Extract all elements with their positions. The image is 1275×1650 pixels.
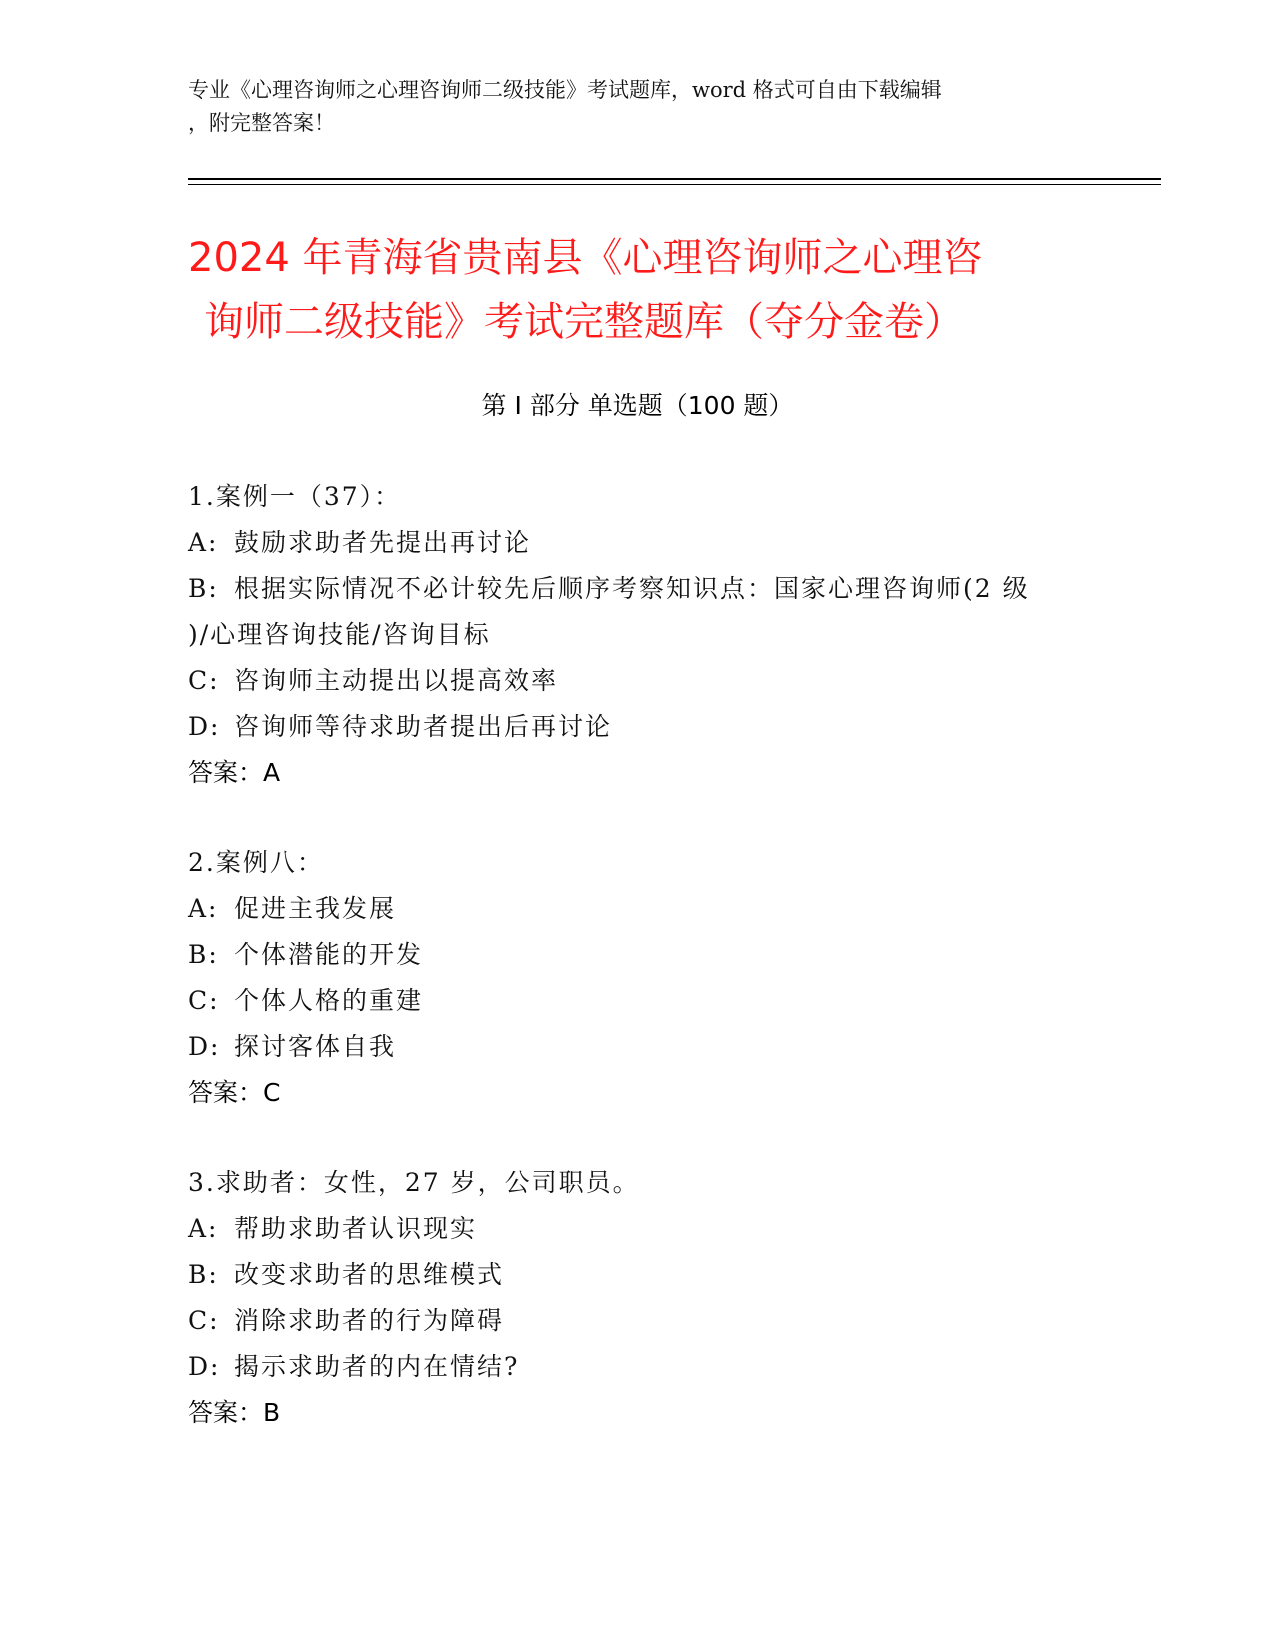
option-c: [188, 1298, 1088, 1344]
option-text: 咨询师主动提出以提高效率: [234, 666, 559, 695]
option-text: 咨询师等待求助者提出后再讨论: [234, 712, 613, 741]
option-label: A:: [188, 528, 219, 557]
document-title: [188, 226, 1088, 354]
document-title-line-1: 2024 年青海省贵南县《心理咨询师之心理咨: [188, 235, 983, 281]
document-title-line-2: 询师二级技能》考试完整题库（夺分金卷）: [204, 299, 964, 345]
question-stem: 1.案例一（37）：: [188, 482, 402, 511]
option-text: 帮助求助者认识现实: [234, 1214, 478, 1243]
option-text: 揭示求助者的内在情结?: [234, 1352, 520, 1381]
option-label: A:: [188, 894, 219, 923]
option-a: [188, 886, 1088, 932]
option-text: 探讨客体自我: [234, 1032, 397, 1061]
option-c: [188, 658, 1088, 704]
option-a: [188, 520, 1088, 566]
option-text: 消除求助者的行为障碍: [234, 1306, 505, 1335]
option-d: [188, 1024, 1088, 1070]
header-divider-thin: [188, 184, 1161, 185]
option-label: B:: [188, 940, 219, 969]
option-b: [188, 566, 1088, 658]
option-label: C:: [188, 1306, 220, 1335]
answer-line: 答案：B: [188, 1398, 281, 1427]
option-label: D:: [188, 1352, 221, 1381]
option-label: D:: [188, 712, 221, 741]
option-d: [188, 704, 1088, 750]
header-note: 专业《心理咨询师之心理咨询师二级技能》考试题库，word 格式可自由下载编辑 ，附完整答案！: [188, 78, 942, 135]
answer-line: 答案：C: [188, 1078, 281, 1107]
question-stem: 3.求助者：女性，27 岁，公司职员。: [188, 1168, 640, 1197]
header-divider-thick: [188, 178, 1161, 180]
option-c: [188, 978, 1088, 1024]
question-stem: 2.案例八：: [188, 848, 324, 877]
question-2: [188, 840, 1088, 1116]
question-3: [188, 1160, 1088, 1436]
option-label: B:: [188, 574, 219, 603]
option-label: A:: [188, 1214, 219, 1243]
option-text: 促进主我发展: [234, 894, 397, 923]
option-d: [188, 1344, 1088, 1390]
option-text: 鼓励求助者先提出再讨论: [234, 528, 532, 557]
option-label: D:: [188, 1032, 221, 1061]
option-text: 个体人格的重建: [234, 986, 424, 1015]
option-b: [188, 932, 1088, 978]
option-label: C:: [188, 986, 220, 1015]
option-text: 个体潜能的开发: [234, 940, 424, 969]
option-label: C:: [188, 666, 220, 695]
option-label: B:: [188, 1260, 219, 1289]
question-1: [188, 474, 1088, 796]
option-a: [188, 1206, 1088, 1252]
option-b: [188, 1252, 1088, 1298]
option-text: 根据实际情况不必计较先后顺序考察知识点：国家心理咨询师(2 级 )/心理咨询技能/咨询目标: [188, 574, 1030, 649]
answer-line: 答案：A: [188, 758, 281, 787]
question-list: [188, 474, 1088, 1480]
section-heading: 第 I 部分 单选题（100 题）: [481, 391, 794, 420]
option-text: 改变求助者的思维模式: [234, 1260, 505, 1289]
